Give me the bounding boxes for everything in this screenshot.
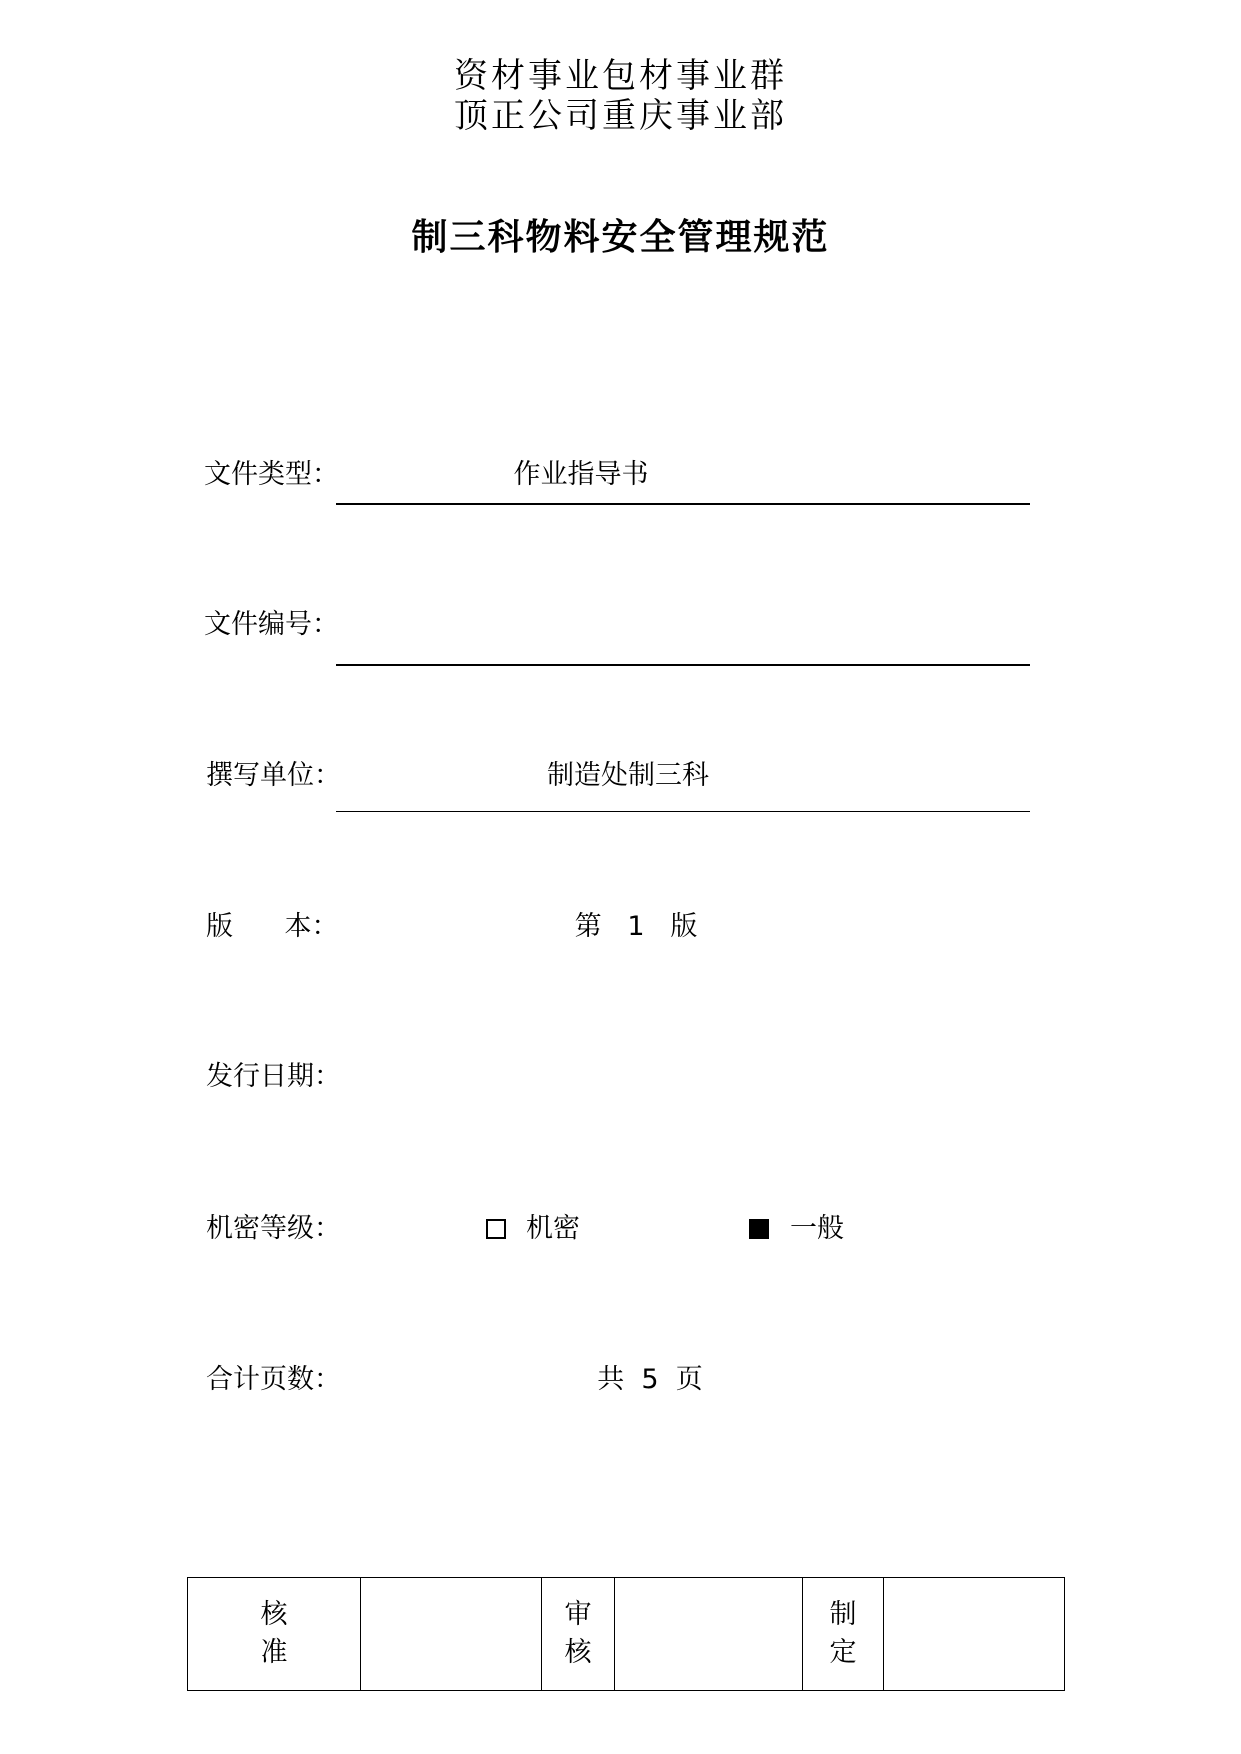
doc-type-label: 文件类型：	[204, 459, 339, 490]
confidential-checkbox[interactable]	[486, 1219, 506, 1239]
approve-label-char2: 准	[260, 1637, 288, 1668]
issue-date-label: 发行日期：	[206, 1061, 341, 1092]
version-value: 第 1 版	[574, 911, 698, 942]
review-label-cell	[542, 1578, 615, 1691]
prepare-signature-cell[interactable]	[884, 1578, 1065, 1691]
confidential-option-label: 机密	[526, 1213, 580, 1244]
review-label-char1: 审	[564, 1599, 592, 1630]
general-checkbox[interactable]	[749, 1219, 769, 1239]
prepare-label-char1: 制	[829, 1599, 857, 1630]
total-pages-value: 共 5 页	[597, 1364, 703, 1395]
doc-number-label: 文件编号：	[204, 609, 339, 640]
company-division-line: 顶正公司重庆事业部	[454, 96, 787, 136]
doc-type-underline	[336, 503, 1030, 505]
company-group-line: 资材事业包材事业群	[454, 56, 787, 96]
prepare-label-char2: 定	[829, 1637, 857, 1668]
prepare-label-cell	[803, 1578, 884, 1691]
author-unit-label: 撰写单位：	[206, 760, 341, 791]
version-label: 版 本：	[206, 911, 339, 942]
total-pages-label: 合计页数：	[206, 1364, 341, 1395]
confidentiality-label: 机密等级：	[206, 1213, 341, 1244]
doc-type-value: 作业指导书	[513, 459, 649, 490]
review-label-char2: 核	[564, 1637, 592, 1668]
general-option-label: 一般	[790, 1213, 844, 1244]
approve-signature-cell[interactable]	[361, 1578, 542, 1691]
approve-label-char1: 核	[260, 1599, 288, 1630]
approve-label-cell	[188, 1578, 361, 1691]
author-unit-value: 制造处制三科	[547, 760, 709, 791]
signoff-table	[187, 1577, 1065, 1691]
document-title: 制三科物料安全管理规范	[411, 217, 830, 258]
doc-number-underline	[336, 664, 1030, 666]
author-unit-underline	[336, 811, 1030, 812]
review-signature-cell[interactable]	[615, 1578, 803, 1691]
